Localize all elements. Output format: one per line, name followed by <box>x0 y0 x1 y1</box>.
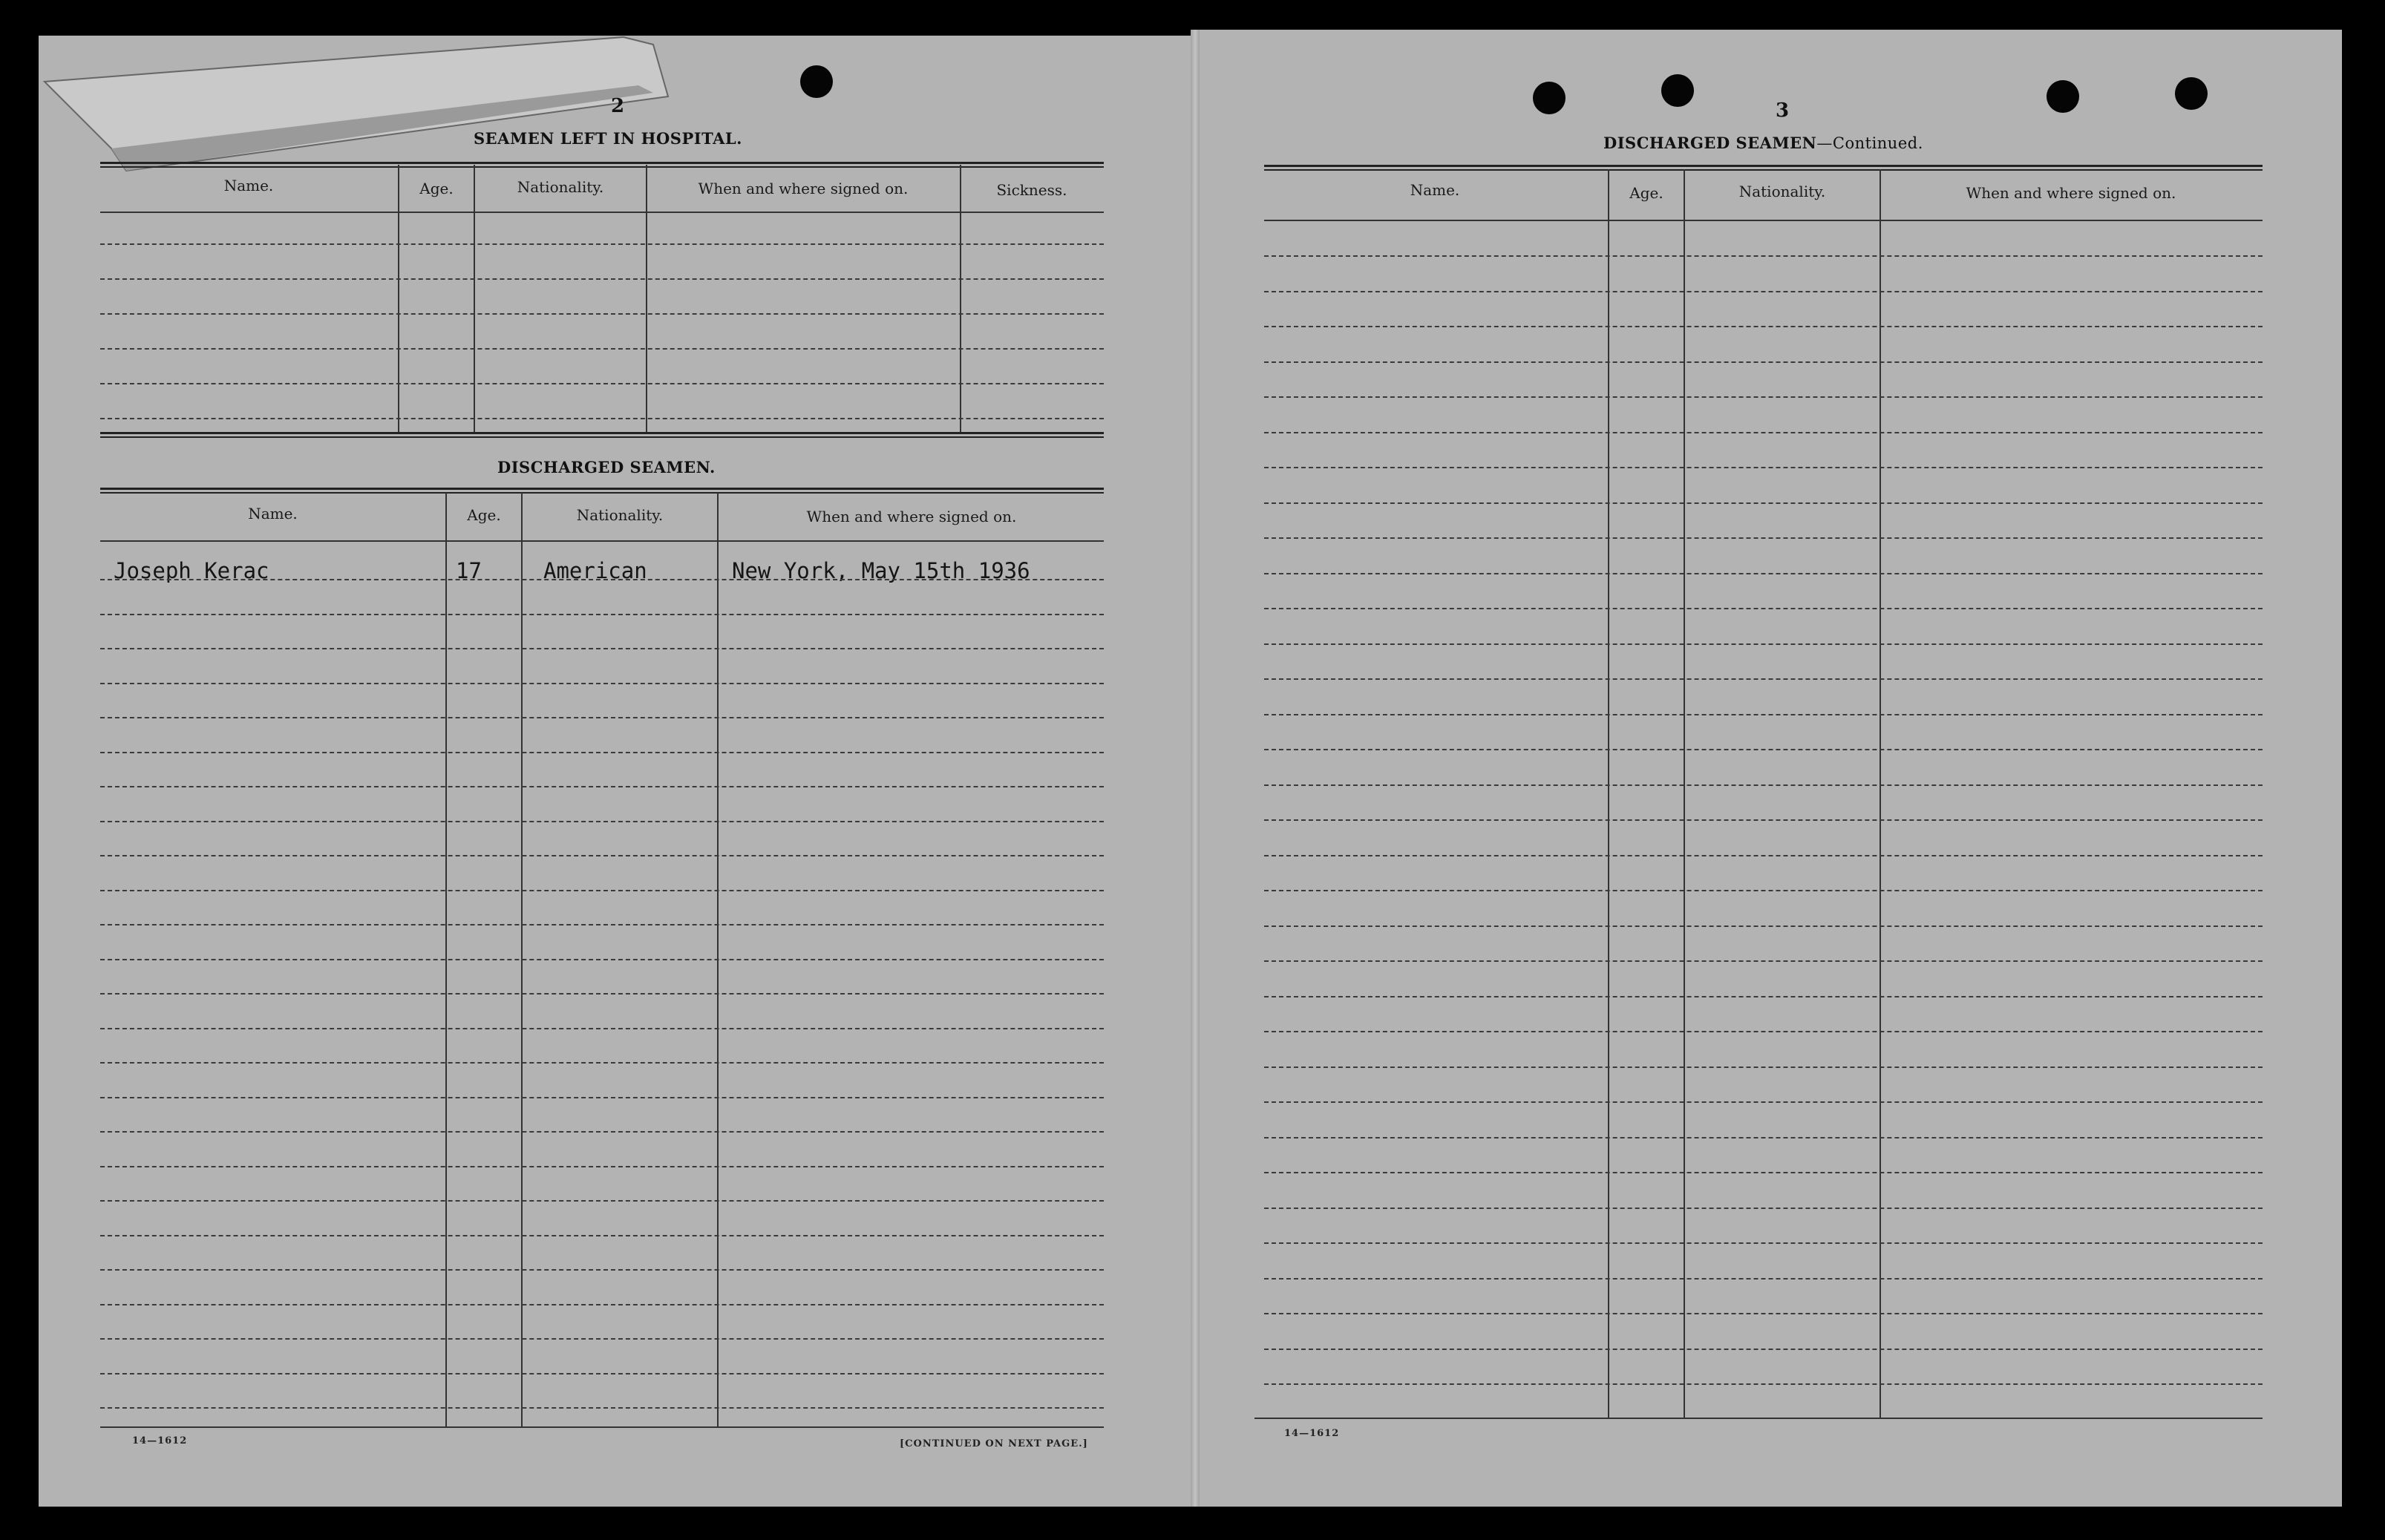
continued-table-top-rule <box>1264 165 2263 171</box>
continued-section-title <box>1603 134 1923 152</box>
punch-hole <box>2175 77 2208 110</box>
discharged-col-age: Age. <box>467 506 501 524</box>
hospital-table-top-rule <box>100 162 1104 168</box>
ruled-line <box>100 278 1104 280</box>
ruled-line <box>100 821 1104 822</box>
left-page <box>39 36 1195 1507</box>
ruled-line <box>100 1269 1104 1271</box>
ruled-line <box>1264 643 2263 645</box>
ruled-line <box>1264 573 2263 574</box>
column-divider <box>1608 169 1609 1418</box>
hospital-col-sickness: Sickness. <box>996 181 1067 199</box>
hospital-col-nationality: Nationality. <box>517 178 604 196</box>
ruled-line <box>1264 1383 2263 1385</box>
column-divider <box>1879 169 1881 1418</box>
discharged-col-signed-on: When and where signed on. <box>806 508 1017 525</box>
entry-name: Joseph Kerac <box>114 558 269 583</box>
ruled-line <box>1264 467 2263 468</box>
continued-col-nationality: Nationality. <box>1738 183 1826 200</box>
hospital-section-title: SEAMEN LEFT IN HOSPITAL. <box>474 129 742 148</box>
hospital-col-age: Age. <box>419 180 454 197</box>
continued-title-suffix: —Continued. <box>1816 134 1923 152</box>
ruled-line <box>1264 749 2263 750</box>
continued-col-age: Age. <box>1629 184 1663 202</box>
continued-title-main: DISCHARGED SEAMEN <box>1603 134 1817 152</box>
ruled-line <box>100 855 1104 856</box>
ruled-line <box>100 959 1104 960</box>
continued-col-name: Name. <box>1410 181 1460 199</box>
punch-hole <box>1533 82 1566 114</box>
column-divider <box>646 165 647 432</box>
ruled-line <box>1264 1242 2263 1244</box>
ruled-line <box>1264 1278 2263 1279</box>
ruled-line <box>100 418 1104 419</box>
ruled-line <box>100 383 1104 384</box>
ruled-line <box>1264 855 2263 856</box>
page-number: 3 <box>1776 99 1790 122</box>
ruled-line <box>1264 890 2263 891</box>
ruled-line <box>1264 1137 2263 1138</box>
hospital-col-name: Name. <box>223 177 274 194</box>
continued-note: [CONTINUED ON NEXT PAGE.] <box>900 1438 1088 1449</box>
ruled-line <box>100 786 1104 787</box>
ruled-line <box>1264 714 2263 715</box>
ruled-line <box>1264 996 2263 997</box>
ruled-line <box>1264 255 2263 257</box>
discharged-section-title: DISCHARGED SEAMEN. <box>497 458 716 476</box>
ruled-line <box>1264 784 2263 786</box>
ruled-line <box>1264 291 2263 292</box>
entry-nationality: American <box>543 558 647 583</box>
ruled-line <box>100 243 1104 245</box>
discharged-table-bottom-rule <box>100 1426 1104 1428</box>
ruled-line <box>100 614 1104 615</box>
ruled-line <box>100 1407 1104 1409</box>
discharged-col-nationality: Nationality. <box>576 506 664 524</box>
ruled-line <box>100 1338 1104 1340</box>
ruled-line <box>100 1097 1104 1098</box>
hospital-table-bottom-rule <box>100 432 1104 438</box>
discharged-col-name: Name. <box>248 505 298 522</box>
form-number: 14—1612 <box>132 1435 188 1446</box>
column-divider <box>521 493 523 1428</box>
ruled-line <box>1264 361 2263 363</box>
ruled-line <box>100 1062 1104 1064</box>
ruled-line <box>1264 432 2263 433</box>
ruled-line <box>1264 326 2263 327</box>
ruled-line <box>1264 1101 2263 1103</box>
ruled-line <box>100 648 1104 649</box>
ruled-line <box>100 752 1104 753</box>
ruled-line <box>100 1235 1104 1236</box>
ruled-line <box>100 993 1104 995</box>
column-divider <box>960 165 961 432</box>
ruled-line <box>1264 1349 2263 1350</box>
ruled-line <box>100 348 1104 350</box>
discharged-table-top-rule <box>100 488 1104 494</box>
continued-col-signed-on: When and where signed on. <box>1966 184 2176 202</box>
ruled-line <box>1264 1172 2263 1173</box>
ruled-line <box>1264 960 2263 962</box>
continued-table-bottom-rule <box>1254 1418 2263 1419</box>
entry-signed-on: New York, May 15th 1936 <box>732 558 1030 583</box>
page-number: 2 <box>611 95 625 117</box>
continued-header-rule <box>1264 220 2263 221</box>
ruled-line <box>1264 1031 2263 1032</box>
ruled-line <box>1264 819 2263 821</box>
ruled-line <box>1264 678 2263 680</box>
ruled-line <box>1264 537 2263 539</box>
discharged-header-rule <box>100 540 1104 542</box>
ruled-line <box>1264 925 2263 927</box>
ruled-line <box>100 717 1104 718</box>
ruled-line <box>1264 502 2263 504</box>
ruled-line <box>1264 608 2263 609</box>
column-divider <box>445 493 447 1428</box>
ruled-line <box>100 1304 1104 1305</box>
ruled-line <box>100 579 1104 580</box>
punch-hole <box>1661 74 1694 107</box>
hospital-col-signed-on: When and where signed on. <box>698 180 909 197</box>
ruled-line <box>100 1166 1104 1167</box>
ruled-line <box>1264 1313 2263 1314</box>
entry-age: 17 <box>456 558 482 583</box>
ruled-line <box>1264 1066 2263 1068</box>
ruled-line <box>100 1131 1104 1133</box>
ruled-line <box>100 313 1104 315</box>
ruled-line <box>100 924 1104 925</box>
hospital-header-rule <box>100 212 1104 213</box>
right-page <box>1195 30 2342 1507</box>
page-fold <box>1191 30 1200 1507</box>
ruled-line <box>100 1373 1104 1374</box>
column-divider <box>717 493 719 1428</box>
column-divider <box>1684 169 1685 1418</box>
punch-hole <box>800 65 833 98</box>
form-number: 14—1612 <box>1284 1428 1340 1439</box>
ruled-line <box>1264 396 2263 398</box>
ruled-line <box>100 1028 1104 1029</box>
ruled-line <box>100 683 1104 684</box>
column-divider <box>398 165 399 432</box>
ruled-line <box>100 890 1104 891</box>
punch-hole <box>2047 80 2079 113</box>
ruled-line <box>1264 1208 2263 1209</box>
ruled-line <box>100 1200 1104 1202</box>
column-divider <box>474 165 475 432</box>
